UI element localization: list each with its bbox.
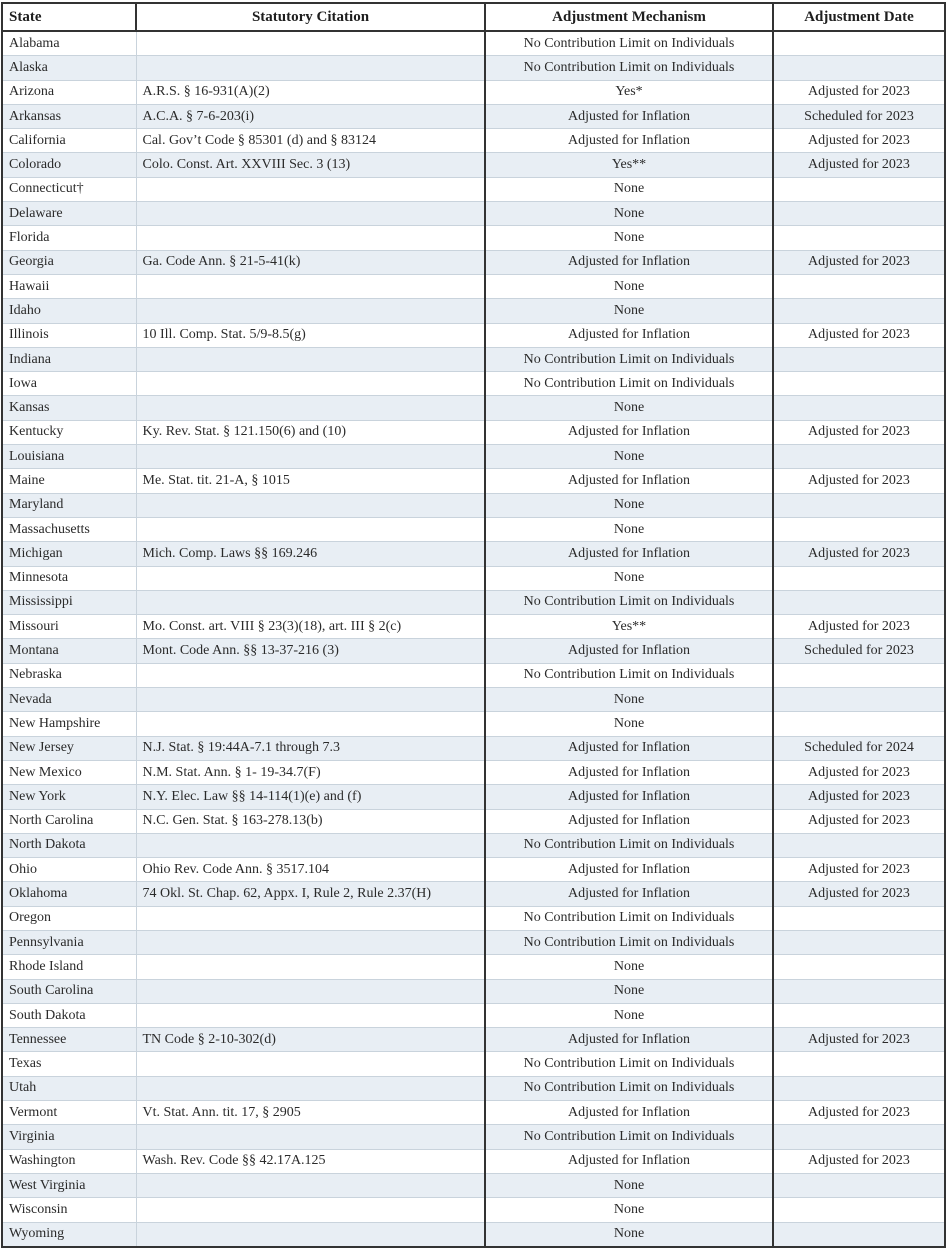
state-cell: Arkansas (2, 104, 136, 128)
date-cell (773, 590, 945, 614)
citation-cell: Ky. Rev. Stat. § 121.150(6) and (10) (136, 420, 485, 444)
mechanism-cell: None (485, 274, 773, 298)
state-cell: North Carolina (2, 809, 136, 833)
citation-cell (136, 712, 485, 736)
state-cell: South Dakota (2, 1003, 136, 1027)
mechanism-cell: No Contribution Limit on Individuals (485, 372, 773, 396)
table-row (2, 1028, 945, 1052)
state-cell: Kentucky (2, 420, 136, 444)
date-cell (773, 955, 945, 979)
mechanism-cell: Adjusted for Inflation (485, 785, 773, 809)
citation-cell (136, 56, 485, 80)
state-cell: Wisconsin (2, 1198, 136, 1222)
state-cell: Nebraska (2, 663, 136, 687)
citation-cell (136, 930, 485, 954)
table-row (2, 1125, 945, 1149)
table-row (2, 1052, 945, 1076)
table-row (2, 323, 945, 347)
state-cell: Missouri (2, 615, 136, 639)
mechanism-cell: None (485, 1173, 773, 1197)
mechanism-cell: No Contribution Limit on Individuals (485, 1052, 773, 1076)
table-row (2, 858, 945, 882)
mechanism-cell: None (485, 396, 773, 420)
table-row (2, 396, 945, 420)
date-cell (773, 906, 945, 930)
citation-cell: 74 Okl. St. Chap. 62, Appx. I, Rule 2, Rule 2.37(H) (136, 882, 485, 906)
table-row (2, 445, 945, 469)
citation-cell (136, 1125, 485, 1149)
date-cell (773, 833, 945, 857)
date-cell (773, 1076, 945, 1100)
table-row (2, 1222, 945, 1247)
state-cell: Illinois (2, 323, 136, 347)
table-row (2, 250, 945, 274)
table-row (2, 372, 945, 396)
citation-cell (136, 979, 485, 1003)
date-cell: Adjusted for 2023 (773, 858, 945, 882)
date-cell: Adjusted for 2023 (773, 542, 945, 566)
table-row (2, 688, 945, 712)
citation-cell: Ohio Rev. Code Ann. § 3517.104 (136, 858, 485, 882)
mechanism-cell: Adjusted for Inflation (485, 760, 773, 784)
date-cell (773, 56, 945, 80)
citation-cell: A.C.A. § 7-6-203(i) (136, 104, 485, 128)
citation-cell (136, 372, 485, 396)
table-row (2, 1003, 945, 1027)
date-cell (773, 663, 945, 687)
contribution-limit-table-container (1, 2, 944, 1248)
table-row (2, 177, 945, 201)
date-cell (773, 347, 945, 371)
citation-cell (136, 1076, 485, 1100)
state-cell: Washington (2, 1149, 136, 1173)
mechanism-cell: No Contribution Limit on Individuals (485, 930, 773, 954)
citation-cell (136, 1198, 485, 1222)
citation-cell (136, 663, 485, 687)
table-row (2, 517, 945, 541)
citation-cell (136, 566, 485, 590)
citation-cell (136, 396, 485, 420)
state-cell: Utah (2, 1076, 136, 1100)
mechanism-cell: Adjusted for Inflation (485, 1028, 773, 1052)
table-row (2, 663, 945, 687)
table-row (2, 1173, 945, 1197)
state-cell: Connecticut† (2, 177, 136, 201)
table-row (2, 420, 945, 444)
date-cell: Adjusted for 2023 (773, 469, 945, 493)
date-cell: Adjusted for 2023 (773, 420, 945, 444)
table-row (2, 347, 945, 371)
table-row (2, 80, 945, 104)
table-row (2, 566, 945, 590)
date-cell (773, 1198, 945, 1222)
mechanism-cell: Adjusted for Inflation (485, 1149, 773, 1173)
mechanism-cell: None (485, 202, 773, 226)
state-cell: Tennessee (2, 1028, 136, 1052)
date-cell (773, 1125, 945, 1149)
date-cell (773, 712, 945, 736)
table-row (2, 274, 945, 298)
table-row (2, 202, 945, 226)
date-cell (773, 274, 945, 298)
citation-cell (136, 202, 485, 226)
state-cell: Massachusetts (2, 517, 136, 541)
date-cell: Adjusted for 2023 (773, 250, 945, 274)
date-cell: Adjusted for 2023 (773, 1028, 945, 1052)
state-cell: Pennsylvania (2, 930, 136, 954)
table-row (2, 56, 945, 80)
table-row (2, 979, 945, 1003)
state-cell: Idaho (2, 299, 136, 323)
table-row (2, 1101, 945, 1125)
date-cell (773, 517, 945, 541)
date-cell (773, 202, 945, 226)
state-cell: Indiana (2, 347, 136, 371)
state-cell: West Virginia (2, 1173, 136, 1197)
citation-cell: TN Code § 2-10-302(d) (136, 1028, 485, 1052)
date-cell (773, 1052, 945, 1076)
table-row (2, 833, 945, 857)
date-cell: Adjusted for 2023 (773, 882, 945, 906)
citation-cell: Mich. Comp. Laws §§ 169.246 (136, 542, 485, 566)
state-cell: Nevada (2, 688, 136, 712)
citation-cell (136, 688, 485, 712)
date-cell: Scheduled for 2023 (773, 639, 945, 663)
state-cell: New Mexico (2, 760, 136, 784)
header-state: State (2, 3, 136, 31)
date-cell (773, 1003, 945, 1027)
state-cell: Maryland (2, 493, 136, 517)
citation-cell: Mont. Code Ann. §§ 13-37-216 (3) (136, 639, 485, 663)
state-cell: Minnesota (2, 566, 136, 590)
mechanism-cell: Adjusted for Inflation (485, 323, 773, 347)
mechanism-cell: None (485, 1222, 773, 1247)
citation-cell: Cal. Gov’t Code § 85301 (d) and § 83124 (136, 129, 485, 153)
state-cell: Alaska (2, 56, 136, 80)
state-cell: Colorado (2, 153, 136, 177)
mechanism-cell: Adjusted for Inflation (485, 420, 773, 444)
citation-cell (136, 1052, 485, 1076)
citation-cell (136, 177, 485, 201)
mechanism-cell: Yes** (485, 615, 773, 639)
mechanism-cell: Adjusted for Inflation (485, 809, 773, 833)
header-adjustment-mechanism: Adjustment Mechanism (485, 3, 773, 31)
state-cell: Louisiana (2, 445, 136, 469)
citation-cell (136, 493, 485, 517)
table-row (2, 299, 945, 323)
table-row (2, 1149, 945, 1173)
mechanism-cell: Adjusted for Inflation (485, 1101, 773, 1125)
date-cell (773, 445, 945, 469)
state-cell: New Hampshire (2, 712, 136, 736)
table-row (2, 104, 945, 128)
citation-cell (136, 590, 485, 614)
date-cell (773, 1222, 945, 1247)
state-cell: Hawaii (2, 274, 136, 298)
citation-cell: Me. Stat. tit. 21-A, § 1015 (136, 469, 485, 493)
mechanism-cell: None (485, 517, 773, 541)
date-cell (773, 299, 945, 323)
state-cell: Arizona (2, 80, 136, 104)
citation-cell (136, 299, 485, 323)
date-cell: Adjusted for 2023 (773, 809, 945, 833)
date-cell: Adjusted for 2023 (773, 80, 945, 104)
state-cell: New York (2, 785, 136, 809)
date-cell (773, 930, 945, 954)
mechanism-cell: No Contribution Limit on Individuals (485, 1076, 773, 1100)
date-cell (773, 688, 945, 712)
date-cell: Adjusted for 2023 (773, 1149, 945, 1173)
citation-cell: Wash. Rev. Code §§ 42.17A.125 (136, 1149, 485, 1173)
mechanism-cell: None (485, 566, 773, 590)
table-row (2, 785, 945, 809)
mechanism-cell: Adjusted for Inflation (485, 104, 773, 128)
citation-cell: N.Y. Elec. Law §§ 14-114(1)(e) and (f) (136, 785, 485, 809)
mechanism-cell: Yes** (485, 153, 773, 177)
mechanism-cell: None (485, 299, 773, 323)
citation-cell (136, 226, 485, 250)
citation-cell (136, 833, 485, 857)
state-cell: Ohio (2, 858, 136, 882)
mechanism-cell: None (485, 955, 773, 979)
table-row (2, 469, 945, 493)
mechanism-cell: None (485, 979, 773, 1003)
mechanism-cell: No Contribution Limit on Individuals (485, 906, 773, 930)
mechanism-cell: No Contribution Limit on Individuals (485, 590, 773, 614)
state-cell: Alabama (2, 31, 136, 56)
citation-cell (136, 445, 485, 469)
date-cell (773, 372, 945, 396)
state-cell: Michigan (2, 542, 136, 566)
citation-cell: N.C. Gen. Stat. § 163-278.13(b) (136, 809, 485, 833)
citation-cell (136, 1003, 485, 1027)
table-row (2, 906, 945, 930)
citation-cell: Colo. Const. Art. XXVIII Sec. 3 (13) (136, 153, 485, 177)
mechanism-cell: None (485, 226, 773, 250)
contribution-limit-table (1, 2, 946, 1248)
mechanism-cell: No Contribution Limit on Individuals (485, 31, 773, 56)
mechanism-cell: Adjusted for Inflation (485, 129, 773, 153)
mechanism-cell: None (485, 712, 773, 736)
date-cell: Adjusted for 2023 (773, 153, 945, 177)
state-cell: Oklahoma (2, 882, 136, 906)
citation-cell (136, 1173, 485, 1197)
date-cell (773, 31, 945, 56)
state-cell: Mississippi (2, 590, 136, 614)
mechanism-cell: No Contribution Limit on Individuals (485, 347, 773, 371)
table-row (2, 153, 945, 177)
table-row (2, 615, 945, 639)
mechanism-cell: None (485, 445, 773, 469)
citation-cell (136, 274, 485, 298)
mechanism-cell: Adjusted for Inflation (485, 882, 773, 906)
date-cell: Adjusted for 2023 (773, 760, 945, 784)
table-row (2, 712, 945, 736)
state-cell: Florida (2, 226, 136, 250)
mechanism-cell: Yes* (485, 80, 773, 104)
state-cell: Virginia (2, 1125, 136, 1149)
table-row (2, 760, 945, 784)
table-row (2, 736, 945, 760)
state-cell: Maine (2, 469, 136, 493)
state-cell: Georgia (2, 250, 136, 274)
table-row (2, 590, 945, 614)
citation-cell: Mo. Const. art. VIII § 23(3)(18), art. III § 2(c) (136, 615, 485, 639)
header-statutory-citation: Statutory Citation (136, 3, 485, 31)
citation-cell: N.M. Stat. Ann. § 1- 19-34.7(F) (136, 760, 485, 784)
table-row (2, 955, 945, 979)
citation-cell: N.J. Stat. § 19:44A-7.1 through 7.3 (136, 736, 485, 760)
header-adjustment-date: Adjustment Date (773, 3, 945, 31)
mechanism-cell: Adjusted for Inflation (485, 736, 773, 760)
state-cell: Kansas (2, 396, 136, 420)
table-header-row (2, 3, 945, 31)
state-cell: California (2, 129, 136, 153)
citation-cell: A.R.S. § 16-931(A)(2) (136, 80, 485, 104)
date-cell: Adjusted for 2023 (773, 323, 945, 347)
citation-cell (136, 31, 485, 56)
citation-cell (136, 906, 485, 930)
table-row (2, 1198, 945, 1222)
date-cell (773, 979, 945, 1003)
table-row (2, 1076, 945, 1100)
mechanism-cell: None (485, 493, 773, 517)
state-cell: New Jersey (2, 736, 136, 760)
state-cell: North Dakota (2, 833, 136, 857)
mechanism-cell: Adjusted for Inflation (485, 469, 773, 493)
mechanism-cell: None (485, 1198, 773, 1222)
table-row (2, 639, 945, 663)
citation-cell: Vt. Stat. Ann. tit. 17, § 2905 (136, 1101, 485, 1125)
mechanism-cell: No Contribution Limit on Individuals (485, 1125, 773, 1149)
table-body (2, 31, 945, 1247)
citation-cell: Ga. Code Ann. § 21-5-41(k) (136, 250, 485, 274)
table-row (2, 226, 945, 250)
citation-cell (136, 1222, 485, 1247)
mechanism-cell: None (485, 688, 773, 712)
date-cell: Scheduled for 2023 (773, 104, 945, 128)
table-row (2, 31, 945, 56)
date-cell: Adjusted for 2023 (773, 1101, 945, 1125)
mechanism-cell: None (485, 1003, 773, 1027)
citation-cell: 10 Ill. Comp. Stat. 5/9-8.5(g) (136, 323, 485, 347)
date-cell (773, 1173, 945, 1197)
table-row (2, 129, 945, 153)
mechanism-cell: No Contribution Limit on Individuals (485, 833, 773, 857)
state-cell: Montana (2, 639, 136, 663)
mechanism-cell: None (485, 177, 773, 201)
citation-cell (136, 955, 485, 979)
table-row (2, 493, 945, 517)
mechanism-cell: Adjusted for Inflation (485, 542, 773, 566)
date-cell: Adjusted for 2023 (773, 785, 945, 809)
state-cell: South Carolina (2, 979, 136, 1003)
citation-cell (136, 347, 485, 371)
state-cell: Delaware (2, 202, 136, 226)
state-cell: Rhode Island (2, 955, 136, 979)
date-cell: Scheduled for 2024 (773, 736, 945, 760)
state-cell: Vermont (2, 1101, 136, 1125)
date-cell (773, 177, 945, 201)
date-cell (773, 226, 945, 250)
state-cell: Wyoming (2, 1222, 136, 1247)
table-row (2, 882, 945, 906)
date-cell (773, 396, 945, 420)
state-cell: Iowa (2, 372, 136, 396)
mechanism-cell: Adjusted for Inflation (485, 250, 773, 274)
mechanism-cell: No Contribution Limit on Individuals (485, 663, 773, 687)
date-cell (773, 493, 945, 517)
table-row (2, 542, 945, 566)
table-row (2, 809, 945, 833)
mechanism-cell: Adjusted for Inflation (485, 858, 773, 882)
state-cell: Oregon (2, 906, 136, 930)
state-cell: Texas (2, 1052, 136, 1076)
date-cell: Adjusted for 2023 (773, 615, 945, 639)
mechanism-cell: Adjusted for Inflation (485, 639, 773, 663)
mechanism-cell: No Contribution Limit on Individuals (485, 56, 773, 80)
table-row (2, 930, 945, 954)
citation-cell (136, 517, 485, 541)
date-cell: Adjusted for 2023 (773, 129, 945, 153)
date-cell (773, 566, 945, 590)
